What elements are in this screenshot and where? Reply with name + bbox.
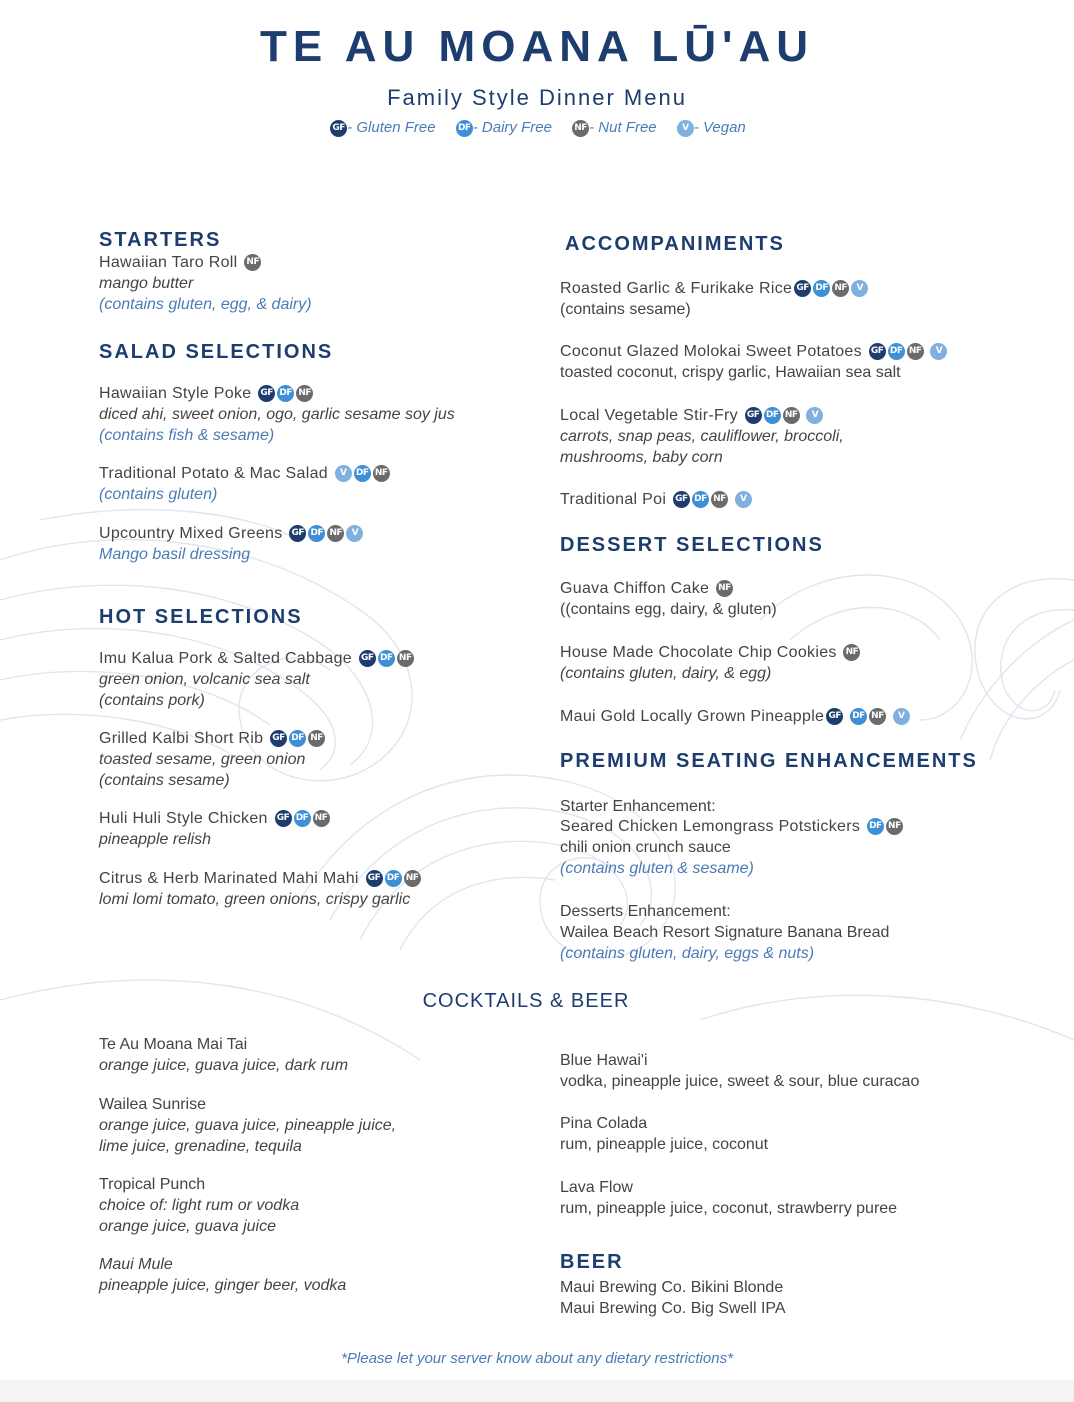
- item-desc: carrots, snap peas, cauliflower, broccoli,: [560, 428, 844, 445]
- df-icon: DF: [308, 525, 325, 542]
- item-name: Pina Colada: [560, 1115, 648, 1132]
- item-desc-2: mushrooms, baby corn: [560, 449, 723, 466]
- df-icon: DF: [850, 708, 867, 725]
- legend-gluten-free: [328, 119, 435, 136]
- item-name-text: Hawaiian Style Poke: [99, 385, 252, 402]
- nf-icon: NF: [404, 870, 421, 887]
- item-name: [560, 342, 947, 362]
- gf-icon: GF: [826, 708, 843, 725]
- page-subtitle: Family Style Dinner Menu: [387, 85, 687, 110]
- item-name: [99, 869, 421, 889]
- item-name: [99, 524, 363, 544]
- item-name: [560, 490, 752, 510]
- item-name-text: Citrus & Herb Marinated Mahi Mahi: [99, 870, 359, 887]
- item-contains: (contains pork): [99, 692, 205, 709]
- gf-icon: GF: [794, 280, 811, 297]
- item-contains: (contains fish & sesame): [99, 427, 275, 444]
- item-desc: Mango basil dressing: [99, 546, 251, 563]
- nf-icon: NF: [832, 280, 849, 297]
- item-desc: (contains sesame): [560, 301, 691, 318]
- menu-item: [560, 579, 777, 620]
- nf-icon: NF: [572, 120, 589, 137]
- nf-icon: NF: [886, 818, 903, 835]
- nf-icon: NF: [869, 708, 886, 725]
- dietary-note: *Please let your server know about any dietary restrictions*: [341, 1350, 733, 1367]
- item-desc-2: lime juice, grenadine, tequila: [99, 1138, 302, 1155]
- bottom-strip: [0, 1380, 1074, 1402]
- item-name-text: Seared Chicken Lemongrass Potstickers: [560, 818, 861, 835]
- v-icon: V: [335, 465, 352, 482]
- nf-icon: NF: [716, 580, 733, 597]
- item-name-text: Imu Kalua Pork & Salted Cabbage: [99, 650, 353, 667]
- nf-icon: NF: [783, 407, 800, 424]
- item-desc: vodka, pineapple juice, sweet & sour, blue curacao: [560, 1073, 920, 1090]
- cocktail-item: [560, 1177, 897, 1219]
- page-title: TE AU MOANA LŪ'AU: [259, 22, 815, 71]
- menu-item: [99, 809, 330, 850]
- nf-icon: NF: [373, 465, 390, 482]
- v-icon: V: [930, 343, 947, 360]
- df-icon: DF: [456, 120, 473, 137]
- df-icon: DF: [277, 385, 294, 402]
- item-name: Maui Mule: [99, 1256, 173, 1273]
- item-contains: (contains gluten, dairy, & egg): [560, 665, 772, 682]
- item-desc: choice of: light rum or vodka: [99, 1197, 300, 1214]
- item-name-text: Grilled Kalbi Short Rib: [99, 730, 264, 747]
- gf-icon: GF: [673, 491, 690, 508]
- gf-icon: GF: [330, 120, 347, 137]
- item-name-text: Local Vegetable Stir-Fry: [560, 407, 738, 424]
- nf-icon: NF: [296, 385, 313, 402]
- item-name-text: Huli Huli Style Chicken: [99, 810, 268, 827]
- legend-nut-free: [570, 119, 657, 136]
- item-desc: green onion, volcanic sea salt: [99, 671, 310, 688]
- item-desc-2: orange juice, guava juice: [99, 1218, 277, 1235]
- item-name: [99, 253, 312, 273]
- starters-heading: STARTERS: [99, 229, 222, 251]
- gf-icon: GF: [275, 810, 292, 827]
- legend-vegan: [675, 119, 746, 136]
- nf-icon: NF: [308, 730, 325, 747]
- beer-item: Maui Brewing Co. Bikini Blonde: [560, 1279, 784, 1296]
- accompaniments-heading: ACCOMPANIMENTS: [565, 233, 785, 255]
- item-name: [560, 279, 868, 299]
- item-contains: ((contains egg, dairy, & gluten): [560, 601, 777, 618]
- item-desc: rum, pineapple juice, coconut: [560, 1136, 769, 1153]
- menu-item: [560, 406, 844, 468]
- legend-dairy-free: [454, 119, 552, 136]
- item-name-text: Traditional Poi: [560, 491, 667, 508]
- item-desc: toasted sesame, green onion: [99, 751, 306, 768]
- cocktails-heading: COCKTAILS & BEER: [422, 990, 630, 1012]
- item-contains: (contains sesame): [99, 772, 230, 789]
- df-icon: DF: [354, 465, 371, 482]
- legend-label: - Dairy Free: [472, 119, 552, 136]
- df-icon: DF: [289, 730, 306, 747]
- cocktail-item: [99, 1174, 299, 1237]
- legend-label: - Gluten Free: [347, 119, 436, 136]
- item-desc: rum, pineapple juice, coconut, strawberry puree: [560, 1200, 898, 1217]
- legend-label: - Vegan: [693, 119, 746, 136]
- item-name: [99, 809, 330, 829]
- item-desc: chili onion crunch sauce: [560, 839, 731, 856]
- item-name: [560, 579, 777, 599]
- menu-item: [99, 524, 363, 565]
- v-icon: V: [735, 491, 752, 508]
- item-desc: orange juice, guava juice, pineapple juice,: [99, 1117, 397, 1134]
- menu-item: [560, 707, 910, 727]
- item-name-text: Guava Chiffon Cake: [560, 580, 710, 597]
- cocktail-item: [99, 1254, 346, 1296]
- nf-icon: NF: [711, 491, 728, 508]
- hot-heading: HOT SELECTIONS: [99, 606, 303, 628]
- salad-heading: SALAD SELECTIONS: [99, 341, 334, 363]
- nf-icon: NF: [843, 644, 860, 661]
- item-name: [99, 649, 414, 669]
- item-desc: lomi lomi tomato, green onions, crispy garlic: [99, 891, 411, 908]
- item-name-text: House Made Chocolate Chip Cookies: [560, 644, 837, 661]
- v-icon: V: [346, 525, 363, 542]
- gf-icon: GF: [745, 407, 762, 424]
- item-desc: toasted coconut, crispy garlic, Hawaiian sea salt: [560, 364, 901, 381]
- item-desc: orange juice, guava juice, dark rum: [99, 1057, 349, 1074]
- item-desc: pineapple relish: [99, 831, 212, 848]
- df-icon: DF: [888, 343, 905, 360]
- dietary-legend: [0, 119, 1074, 137]
- cocktail-item: [560, 1113, 768, 1155]
- menu-item: [99, 384, 455, 446]
- item-name: [99, 729, 325, 749]
- item-name-text: Traditional Potato & Mac Salad: [99, 465, 328, 482]
- item-name: [560, 707, 910, 727]
- menu-item: [560, 901, 889, 964]
- item-name: [560, 406, 844, 426]
- df-icon: DF: [867, 818, 884, 835]
- item-name-text: Coconut Glazed Molokai Sweet Potatoes: [560, 343, 862, 360]
- beer-list: [560, 1277, 786, 1319]
- gf-icon: GF: [258, 385, 275, 402]
- df-icon: DF: [813, 280, 830, 297]
- nf-icon: NF: [397, 650, 414, 667]
- menu-item: [560, 342, 947, 383]
- item-contains: (contains gluten & sesame): [560, 860, 754, 877]
- item-name-text: Upcountry Mixed Greens: [99, 525, 283, 542]
- menu-item: [99, 464, 390, 505]
- v-icon: V: [806, 407, 823, 424]
- cocktail-item: [560, 1050, 919, 1092]
- df-icon: DF: [378, 650, 395, 667]
- gf-icon: GF: [270, 730, 287, 747]
- df-icon: DF: [764, 407, 781, 424]
- item-name: Tropical Punch: [99, 1176, 206, 1193]
- gf-icon: GF: [359, 650, 376, 667]
- item-contains: (contains gluten): [99, 486, 218, 503]
- df-icon: DF: [692, 491, 709, 508]
- v-icon: V: [677, 120, 694, 137]
- menu-item: [99, 869, 421, 910]
- item-name: Lava Flow: [560, 1179, 633, 1196]
- item-desc: mango butter: [99, 275, 194, 292]
- gf-icon: GF: [289, 525, 306, 542]
- dessert-heading: DESSERT SELECTIONS: [560, 534, 824, 556]
- item-name-text: Hawaiian Taro Roll: [99, 254, 238, 271]
- item-name: [99, 384, 455, 404]
- df-icon: DF: [294, 810, 311, 827]
- item-label: Desserts Enhancement:: [560, 903, 731, 920]
- menu-item: [560, 490, 752, 510]
- v-icon: V: [893, 708, 910, 725]
- item-name: Wailea Sunrise: [99, 1096, 207, 1113]
- item-contains: (contains gluten, egg, & dairy): [99, 296, 312, 313]
- menu-item: [560, 279, 868, 320]
- cocktail-item: [99, 1094, 396, 1157]
- nf-icon: NF: [313, 810, 330, 827]
- menu-item: [99, 253, 312, 315]
- item-name: [560, 817, 903, 837]
- premium-heading: PREMIUM SEATING ENHANCEMENTS: [560, 750, 978, 772]
- item-name: Wailea Beach Resort Signature Banana Bread: [560, 924, 890, 941]
- gf-icon: GF: [869, 343, 886, 360]
- item-desc: diced ahi, sweet onion, ogo, garlic sesame soy jus: [99, 406, 455, 423]
- item-name: Te Au Moana Mai Tai: [99, 1036, 248, 1053]
- menu-item: [560, 643, 860, 684]
- cocktail-item: [99, 1034, 348, 1076]
- menu-item: [99, 649, 414, 711]
- item-name: Blue Hawai'i: [560, 1052, 648, 1069]
- item-name-text: Maui Gold Locally Grown Pineapple: [560, 708, 825, 725]
- item-label: Starter Enhancement:: [560, 798, 716, 815]
- nf-icon: NF: [244, 254, 261, 271]
- menu-item: [560, 796, 903, 879]
- nf-icon: NF: [327, 525, 344, 542]
- v-icon: V: [851, 280, 868, 297]
- item-desc: pineapple juice, ginger beer, vodka: [99, 1277, 347, 1294]
- df-icon: DF: [385, 870, 402, 887]
- item-name: [560, 643, 860, 663]
- item-name-text: Roasted Garlic & Furikake Rice: [560, 280, 793, 297]
- item-name: [99, 464, 390, 484]
- beer-heading: BEER: [560, 1251, 624, 1273]
- gf-icon: GF: [366, 870, 383, 887]
- menu-item: [99, 729, 325, 791]
- legend-label: - Nut Free: [589, 119, 657, 136]
- beer-item: Maui Brewing Co. Big Swell IPA: [560, 1300, 786, 1317]
- item-contains: (contains gluten, dairy, eggs & nuts): [560, 945, 815, 962]
- nf-icon: NF: [907, 343, 924, 360]
